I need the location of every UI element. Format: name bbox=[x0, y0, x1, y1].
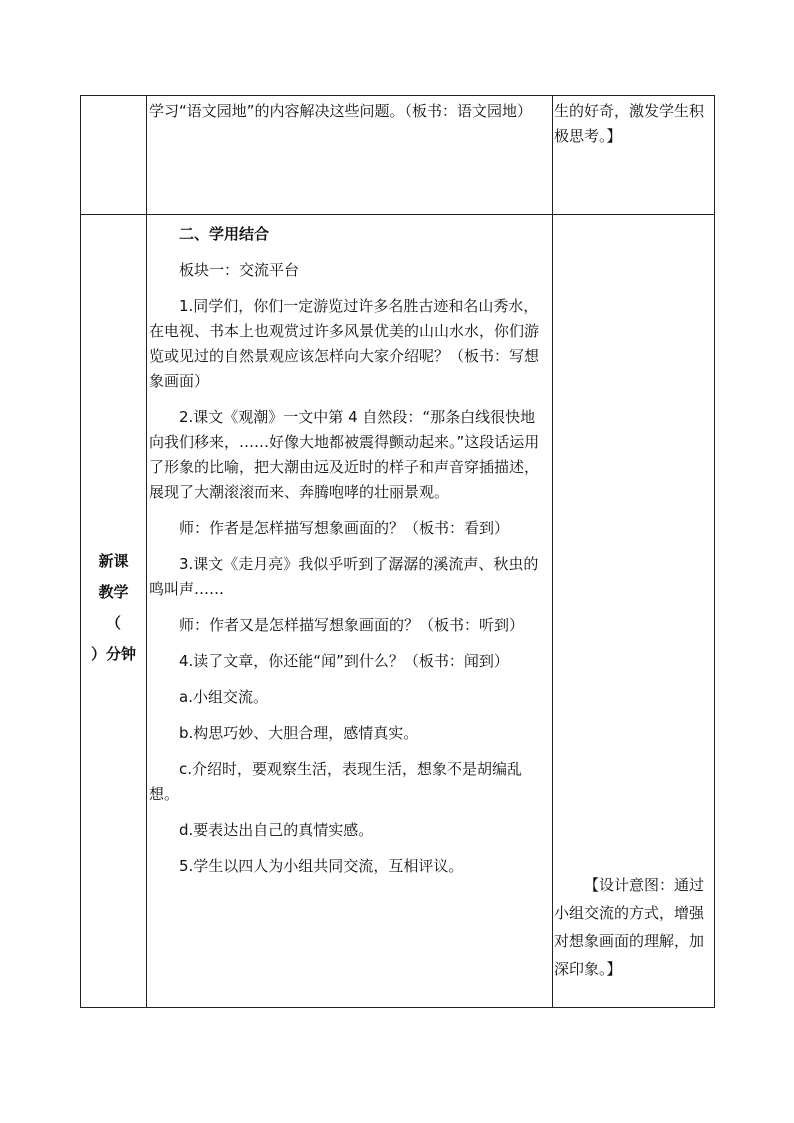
paragraph: 师：作者又是怎样描写想象画面的？（板书：听到） bbox=[179, 616, 525, 634]
table-row-continuation bbox=[81, 96, 715, 215]
paragraph: a.小组交流。 bbox=[179, 688, 268, 706]
section-heading: 二、学用结合 bbox=[179, 225, 270, 243]
section-label-line: ）分钟 bbox=[90, 645, 136, 663]
label-cell-empty bbox=[81, 96, 147, 215]
paragraph: 3.课文《走月亮》我似乎听到了潺潺的溪流声、秋虫的鸣叫声…… bbox=[149, 555, 539, 598]
paragraph: 4.读了文章，你还能“闻”到什么？（板书：闻到） bbox=[179, 652, 509, 670]
paragraph: c.介绍时，要观察生活，表现生活，想象不是胡编乱想。 bbox=[149, 760, 523, 803]
paragraph: 1.同学们，你们一定游览过许多名胜古迹和名山秀水，在电视、书本上也观赏过许多风景优美的山山水水，你们游览或见过的自然景观应该怎样向大家介绍呢？（板书：写想象画面） bbox=[149, 297, 540, 390]
continuation-design-text: 生的好奇，激发学生积极思考。】 bbox=[554, 102, 705, 145]
paragraph: d.要表达出自己的真情实感。 bbox=[179, 821, 374, 839]
paragraph: b.构思巧妙、大胆合理，感情真实。 bbox=[179, 724, 419, 742]
paragraph: 5.学生以四人为小组共同交流，互相评议。 bbox=[179, 857, 464, 875]
paragraph: 师：作者是怎样描写想象画面的？（板书：看到） bbox=[179, 519, 510, 537]
content-cell-new-lesson bbox=[147, 215, 553, 1008]
table-row-new-lesson bbox=[81, 215, 715, 1008]
design-cell-new-lesson bbox=[553, 215, 715, 1008]
section-label-line: 新课 bbox=[98, 552, 129, 570]
content-cell-continuation bbox=[147, 96, 553, 215]
design-intent-note: 【设计意图：通过小组交流的方式，增强对想象画面的理解，加深印象。】 bbox=[554, 876, 705, 978]
section-label-line: （ bbox=[105, 614, 121, 632]
lesson-plan-table bbox=[80, 95, 715, 1008]
continuation-text: 学习“语文园地”的内容解决这些问题。（板书：语文园地） bbox=[149, 102, 533, 120]
section-label-line: 教学 bbox=[98, 583, 129, 601]
paragraph: 板块一：交流平台 bbox=[179, 261, 300, 279]
design-cell-continuation bbox=[553, 96, 715, 215]
paragraph: 2.课文《观潮》一文中第 4 自然段：“那条白线很快地向我们移来，……好像大地都被震得颤动起来。”这段话运用了形象的比喻，把大潮由远及近时的样子和声音穿插描述，展现了大潮滚滚而来、奔腾咆哮的壮丽景观。 bbox=[149, 408, 540, 501]
section-label-cell bbox=[81, 215, 147, 1008]
